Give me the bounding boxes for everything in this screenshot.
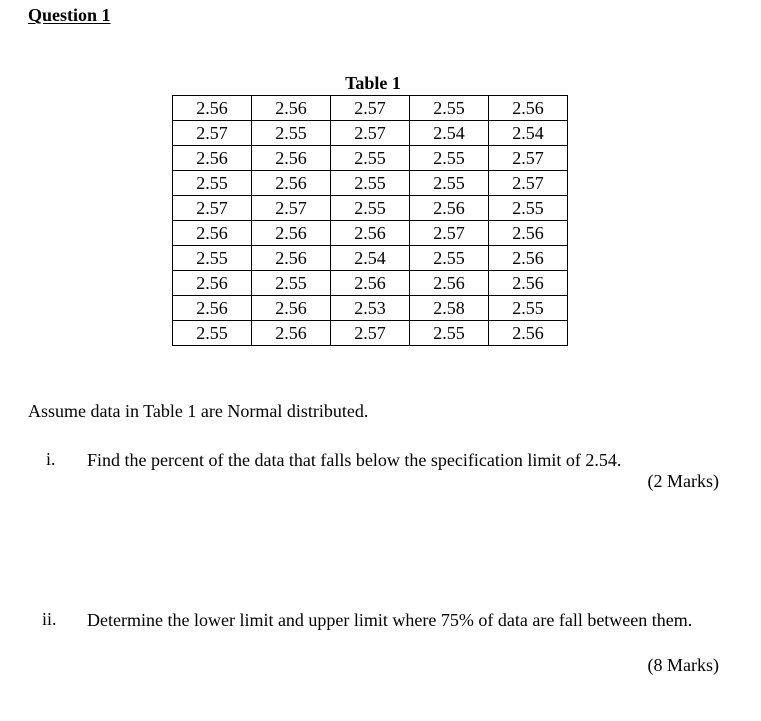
table-row bbox=[173, 321, 568, 346]
table-cell: 2.56 bbox=[252, 296, 331, 321]
table-cell: 2.56 bbox=[252, 246, 331, 271]
item-text: Find the percent of the data that falls below the specification limit of 2.54. bbox=[87, 450, 622, 470]
table-row bbox=[173, 171, 568, 196]
table-caption: Table 1 bbox=[345, 73, 401, 93]
table-row bbox=[173, 296, 568, 321]
table-cell: 2.54 bbox=[489, 121, 568, 146]
table-cell: 2.56 bbox=[252, 146, 331, 171]
intro-text: Assume data in Table 1 are Normal distributed. bbox=[28, 401, 369, 421]
table-row bbox=[173, 196, 568, 221]
table-row bbox=[173, 96, 568, 121]
table-cell: 2.57 bbox=[252, 196, 331, 221]
table-cell: 2.55 bbox=[173, 171, 252, 196]
table-cell: 2.55 bbox=[331, 146, 410, 171]
table-cell: 2.56 bbox=[173, 296, 252, 321]
table-cell: 2.57 bbox=[173, 121, 252, 146]
table-cell: 2.56 bbox=[331, 271, 410, 296]
table-row bbox=[173, 146, 568, 171]
table-cell: 2.55 bbox=[331, 171, 410, 196]
data-table bbox=[172, 95, 568, 346]
table-cell: 2.54 bbox=[410, 121, 489, 146]
table-cell: 2.57 bbox=[489, 171, 568, 196]
table-cell: 2.57 bbox=[173, 196, 252, 221]
table-cell: 2.56 bbox=[489, 271, 568, 296]
table-cell: 2.56 bbox=[489, 321, 568, 346]
table-cell: 2.55 bbox=[410, 146, 489, 171]
table-cell: 2.56 bbox=[173, 96, 252, 121]
table-cell: 2.55 bbox=[252, 271, 331, 296]
table-cell: 2.56 bbox=[252, 321, 331, 346]
item-number: ii. bbox=[42, 609, 57, 629]
table-cell: 2.55 bbox=[410, 321, 489, 346]
table-cell: 2.56 bbox=[252, 221, 331, 246]
table-cell: 2.58 bbox=[410, 296, 489, 321]
table-cell: 2.57 bbox=[331, 96, 410, 121]
table-cell: 2.55 bbox=[410, 171, 489, 196]
table-cell: 2.56 bbox=[252, 96, 331, 121]
table-cell: 2.53 bbox=[331, 296, 410, 321]
item-text: Determine the lower limit and upper limit where 75% of data are fall between them. bbox=[87, 610, 693, 630]
table-cell: 2.57 bbox=[410, 221, 489, 246]
item-number: i. bbox=[46, 449, 56, 469]
table-cell: 2.57 bbox=[331, 121, 410, 146]
table-cell: 2.55 bbox=[489, 296, 568, 321]
table-row bbox=[173, 271, 568, 296]
table-row bbox=[173, 246, 568, 271]
table-cell: 2.56 bbox=[252, 171, 331, 196]
table-cell: 2.55 bbox=[410, 96, 489, 121]
marks-label: (2 Marks) bbox=[647, 471, 719, 491]
table-cell: 2.57 bbox=[489, 146, 568, 171]
table-cell: 2.56 bbox=[410, 271, 489, 296]
table-cell: 2.55 bbox=[410, 246, 489, 271]
table-cell: 2.56 bbox=[331, 221, 410, 246]
table-cell: 2.56 bbox=[410, 196, 489, 221]
table-row bbox=[173, 121, 568, 146]
table-cell: 2.56 bbox=[173, 271, 252, 296]
question-heading: Question 1 bbox=[28, 5, 111, 25]
table-cell: 2.55 bbox=[173, 246, 252, 271]
table-cell: 2.55 bbox=[173, 321, 252, 346]
table-cell: 2.55 bbox=[252, 121, 331, 146]
table-cell: 2.54 bbox=[331, 246, 410, 271]
marks-label: (8 Marks) bbox=[647, 655, 719, 675]
table-cell: 2.56 bbox=[489, 246, 568, 271]
table-cell: 2.56 bbox=[173, 221, 252, 246]
table-cell: 2.57 bbox=[331, 321, 410, 346]
table-cell: 2.55 bbox=[489, 196, 568, 221]
table-cell: 2.56 bbox=[489, 96, 568, 121]
table-row bbox=[173, 221, 568, 246]
table-cell: 2.56 bbox=[173, 146, 252, 171]
table-cell: 2.55 bbox=[331, 196, 410, 221]
table-cell: 2.56 bbox=[489, 221, 568, 246]
